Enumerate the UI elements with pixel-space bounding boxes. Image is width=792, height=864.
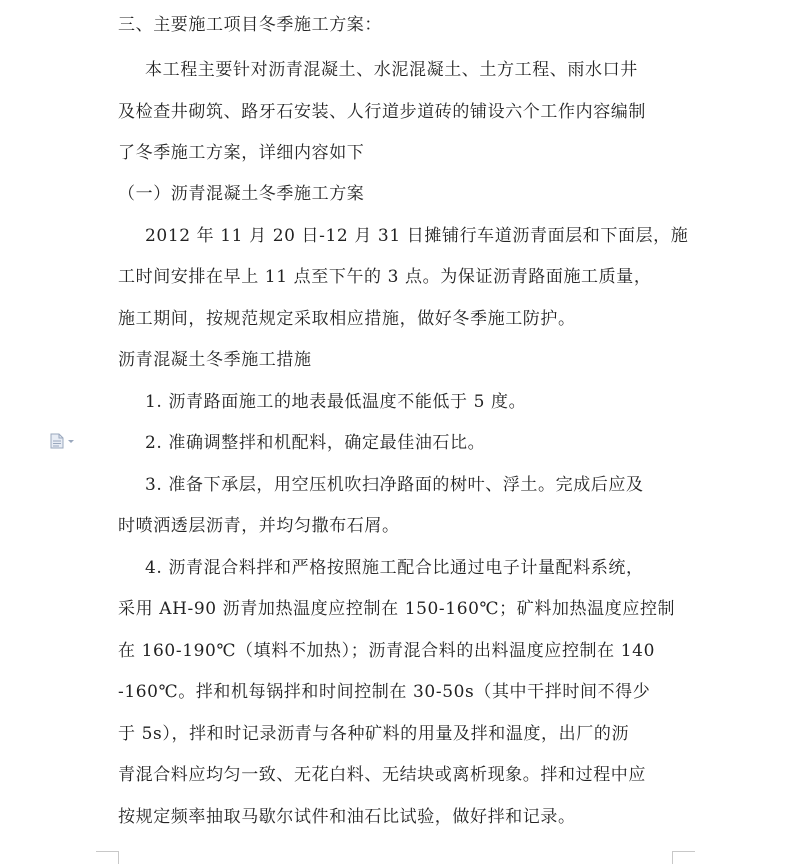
measure-item-4-line-2: 采用 AH-90 沥青加热温度应控制在 150-160℃；矿料加热温度应控制	[118, 599, 676, 619]
measure-item-4-line-1: 4. 沥青混合料拌和严格按照施工配合比通过电子计量配料系统，	[145, 558, 644, 578]
intro-line-2: 及检查井砌筑、路牙石安装、人行道步道砖的铺设六个工作内容编制	[118, 102, 646, 122]
measure-item-1: 1. 沥青路面施工的地表最低温度不能低于 5 度。	[145, 392, 527, 412]
measure-item-3-line-1: 3. 准备下承层，用空压机吹扫净路面的树叶、浮土。完成后应及	[145, 475, 644, 495]
measure-item-4-line-7: 按规定频率抽取马歇尔试件和油石比试验，做好拌和记录。	[118, 807, 576, 827]
measures-heading: 沥青混凝土冬季施工措施	[118, 350, 312, 370]
measure-item-4-line-4: -160℃。拌和机每锅拌和时间控制在 30-50s（其中干拌时间不得少	[118, 682, 651, 702]
intro-line-3: 了冬季施工方案，详细内容如下	[118, 143, 365, 163]
page-corner-left	[96, 851, 119, 864]
subsection-heading: （一）沥青混凝土冬季施工方案	[118, 184, 365, 204]
measure-item-4-line-3: 在 160-190℃（填料不加热）；沥青混合料的出料温度应控制在 140	[118, 641, 656, 661]
measure-item-4-line-6: 青混合料应均匀一致、无花白料、无结块或离析现象。拌和过程中应	[118, 765, 646, 785]
measure-item-2: 2. 准确调整拌和机配料，确定最佳油石比。	[145, 433, 486, 453]
schedule-line-3: 施工期间，按规范规定采取相应措施，做好冬季施工防护。	[118, 309, 576, 329]
document-options-icon[interactable]	[49, 433, 79, 449]
intro-line-1: 本工程主要针对沥青混凝土、水泥混凝土、土方工程、雨水口井	[145, 60, 638, 80]
page-corner-right	[672, 851, 695, 864]
measure-item-3-line-2: 时喷洒透层沥青，并均匀撒布石屑。	[118, 516, 400, 536]
section-heading: 三、主要施工项目冬季施工方案：	[118, 15, 382, 35]
schedule-line-1: 2012 年 11 月 20 日-12 月 31 日摊铺行车道沥青面层和下面层，施	[145, 226, 689, 246]
measure-item-4-line-5: 于 5s），拌和时记录沥青与各种矿料的用量及拌和温度，出厂的沥	[118, 724, 630, 744]
schedule-line-2: 工时间安排在早上 11 点至下午的 3 点。为保证沥青路面施工质量，	[118, 267, 652, 287]
